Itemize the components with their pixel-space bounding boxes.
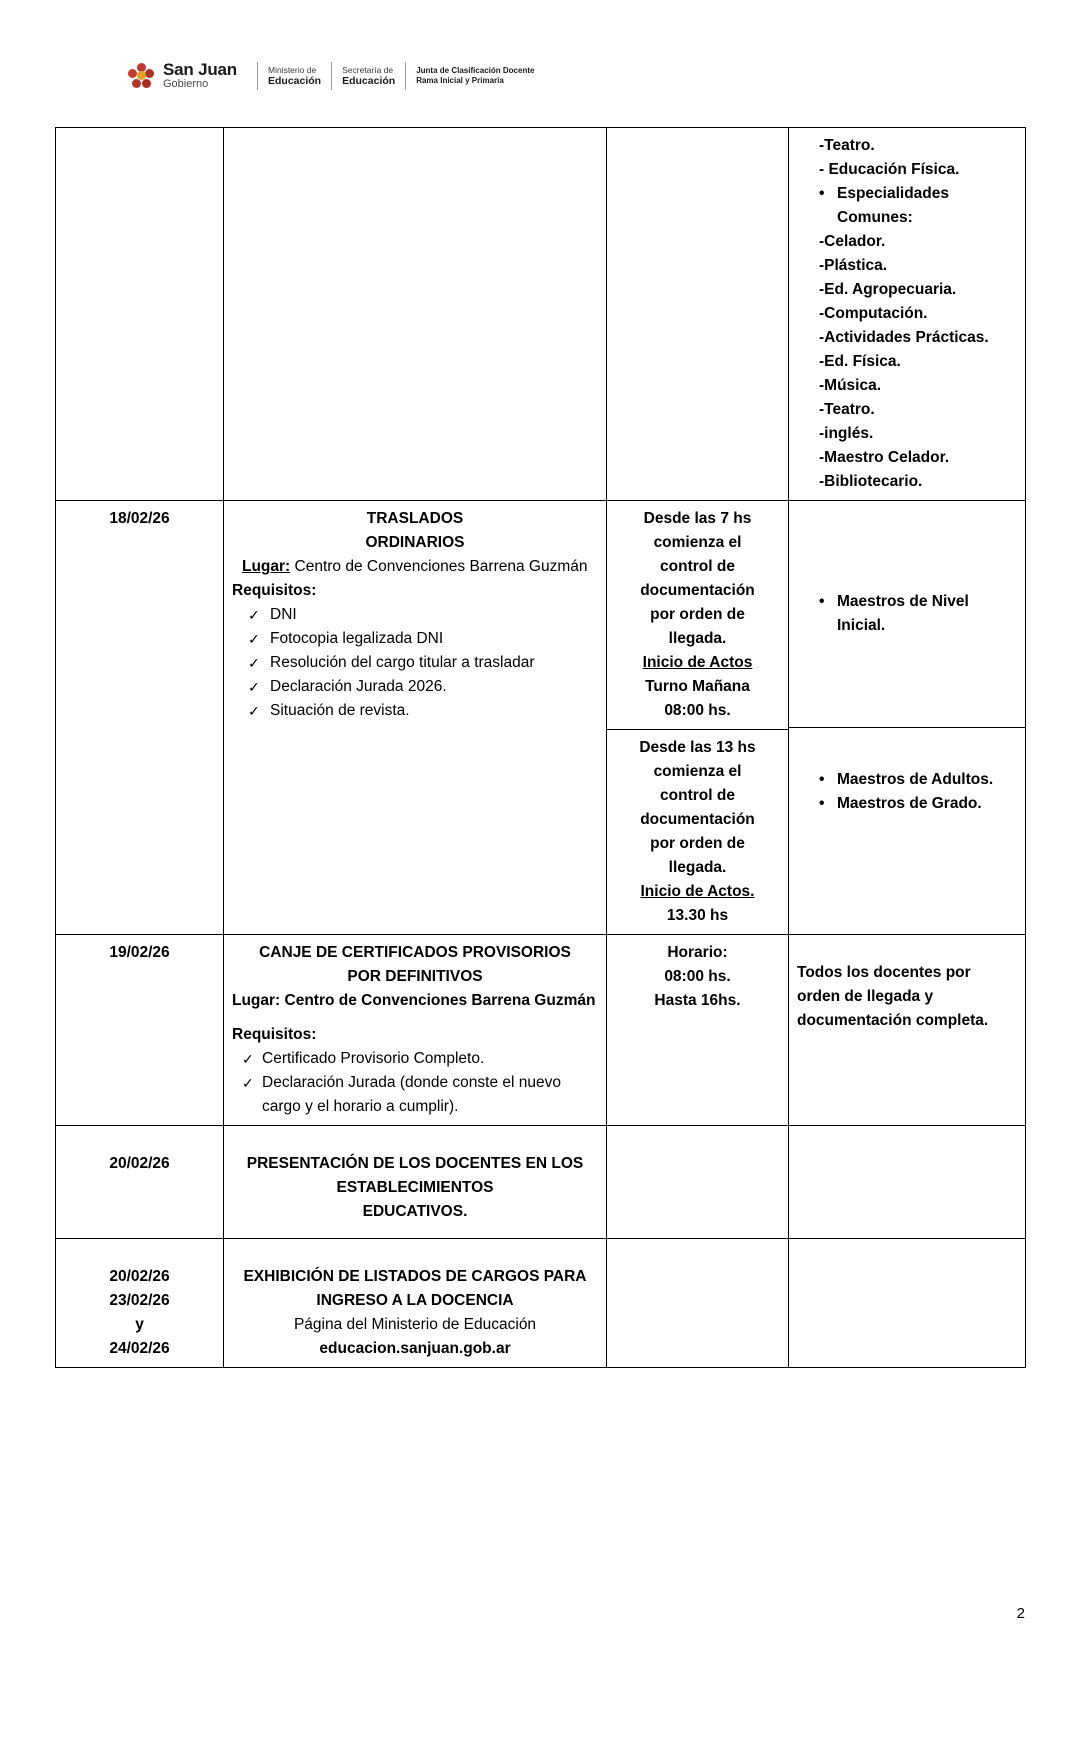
detail-title-2: POR DEFINITIVOS bbox=[347, 968, 483, 985]
time-line: llegada. bbox=[668, 859, 727, 876]
cell-audience-afternoon bbox=[789, 728, 1025, 823]
detail-title-2: ESTABLECIMIENTOS bbox=[336, 1179, 494, 1196]
org-secretaria-educacion bbox=[342, 65, 395, 87]
audience-line: -Bibliotecario. bbox=[819, 473, 923, 490]
audience-line: -Ed. Agropecuaria. bbox=[819, 281, 957, 298]
time-line: control de bbox=[660, 787, 735, 804]
table-row bbox=[56, 128, 1026, 501]
time-highlight: Inicio de Actos bbox=[642, 654, 753, 671]
time-line: por orden de bbox=[650, 835, 745, 852]
detail-title-1: PRESENTACIÓN DE LOS DOCENTES EN LOS bbox=[246, 1155, 584, 1172]
list-item: ✓ Resolución del cargo titular a trasladar bbox=[240, 651, 598, 675]
detail-title-2: ORDINARIOS bbox=[365, 534, 465, 551]
time-line: Turno Mañana bbox=[645, 678, 750, 695]
list-item: • Maestros de Nivel Inicial. bbox=[819, 590, 1017, 638]
cell-detail bbox=[224, 935, 607, 1126]
cell-time-morning bbox=[607, 501, 788, 730]
cell-date: 18/02/26 bbox=[56, 501, 224, 935]
requirements-label: Requisitos: bbox=[232, 1026, 317, 1043]
cell-date: 20/02/26 bbox=[56, 1126, 224, 1239]
audience-subrow-afternoon bbox=[789, 728, 1025, 823]
audience-subtable bbox=[789, 501, 1025, 822]
place-label: Lugar: bbox=[242, 558, 291, 575]
detail-title-3: EDUCATIVOS. bbox=[362, 1203, 468, 1220]
requirements-list bbox=[232, 1047, 598, 1119]
brand-name: San Juan bbox=[163, 60, 237, 79]
time-line: 13.30 hs bbox=[666, 907, 729, 924]
date-line: 20/02/26 bbox=[109, 1268, 170, 1285]
detail-subtitle: Página del Ministerio de Educación bbox=[293, 1316, 537, 1333]
audience-line: -Teatro. bbox=[819, 137, 875, 154]
page-number: 2 bbox=[1016, 1605, 1025, 1622]
place-line: Lugar: Centro de Convenciones Barrena Guzmán bbox=[232, 992, 596, 1009]
audience-line: -Teatro. bbox=[819, 401, 875, 418]
date-line: 23/02/26 bbox=[109, 1292, 170, 1309]
table-row-exhibicion bbox=[56, 1239, 1026, 1368]
document-header bbox=[0, 48, 1079, 104]
time-subtable bbox=[607, 501, 788, 934]
time-line: Desde las 13 hs bbox=[639, 739, 756, 756]
date-line: 24/02/26 bbox=[109, 1340, 170, 1357]
org-ministerio-educacion bbox=[268, 65, 321, 87]
audience-bullets bbox=[797, 768, 1017, 816]
place-value: Centro de Convenciones Barrena Guzmán bbox=[294, 558, 588, 575]
audience-bullets bbox=[797, 182, 1017, 230]
time-line: 08:00 hs. bbox=[664, 968, 731, 985]
cell-time-group bbox=[607, 501, 789, 935]
cell-time bbox=[607, 935, 789, 1126]
audience-line: -Música. bbox=[819, 377, 882, 394]
audience-line: -Celador. bbox=[819, 233, 886, 250]
cell-date bbox=[56, 128, 224, 501]
cell-detail bbox=[224, 128, 607, 501]
audience-line: -Computación. bbox=[819, 305, 928, 322]
audience-line: -Maestro Celador. bbox=[819, 449, 950, 466]
audience-line: -Plástica. bbox=[819, 257, 888, 274]
brand-subname: Gobierno bbox=[163, 78, 209, 90]
time-line: documentación bbox=[640, 811, 755, 828]
time-line: documentación bbox=[640, 582, 755, 599]
requirements-label: Requisitos: bbox=[232, 582, 317, 599]
org1-line1: Ministerio de bbox=[267, 65, 317, 75]
time-line: Desde las 7 hs bbox=[643, 510, 752, 527]
list-item: ✓ Declaración Jurada 2026. bbox=[240, 675, 598, 699]
cell-audience bbox=[789, 1126, 1026, 1239]
audience-line: -inglés. bbox=[819, 425, 874, 442]
org2-line1: Secretaría de bbox=[342, 65, 394, 75]
requirements-list bbox=[232, 603, 598, 723]
org1-line2: Educación bbox=[267, 75, 322, 87]
cell-audience-group bbox=[789, 501, 1026, 935]
list-item: • Maestros de Adultos. bbox=[819, 768, 1017, 792]
table-row-presentacion bbox=[56, 1126, 1026, 1239]
divider bbox=[405, 62, 406, 90]
time-line: comienza el bbox=[653, 763, 742, 780]
time-line: 08:00 hs. bbox=[664, 702, 731, 719]
cell-date: 19/02/26 bbox=[56, 935, 224, 1126]
detail-title-1: TRASLADOS bbox=[366, 510, 464, 527]
audience-line: - Educación Física. bbox=[819, 161, 960, 178]
date-line: y bbox=[135, 1316, 144, 1333]
time-line: Hasta 16hs. bbox=[654, 992, 741, 1009]
detail-title-1: CANJE DE CERTIFICADOS PROVISORIOS bbox=[259, 944, 571, 961]
detail-title-2: INGRESO A LA DOCENCIA bbox=[316, 1292, 514, 1309]
brand-san-juan bbox=[163, 61, 237, 91]
list-item: • Maestros de Grado. bbox=[819, 792, 1017, 816]
cell-audience bbox=[789, 1239, 1026, 1368]
cell-detail bbox=[224, 1126, 607, 1239]
org-junta-clasificacion-docente bbox=[416, 66, 534, 86]
time-line: por orden de bbox=[650, 606, 745, 623]
table-row-canje bbox=[56, 935, 1026, 1126]
list-item: ✓ Situación de revista. bbox=[240, 699, 598, 723]
cell-time-afternoon bbox=[607, 730, 788, 935]
table-row-traslados bbox=[56, 501, 1026, 935]
time-line: comienza el bbox=[653, 534, 742, 551]
cell-audience bbox=[789, 128, 1026, 501]
website-link[interactable]: educacion.sanjuan.gob.ar bbox=[319, 1340, 511, 1357]
cell-audience: Todos los docentes por orden de llegada y documentación completa. bbox=[789, 935, 1026, 1126]
audience-bullets bbox=[797, 590, 1017, 638]
time-line: llegada. bbox=[668, 630, 727, 647]
time-subrow-morning bbox=[607, 501, 788, 730]
san-juan-flower-icon bbox=[128, 63, 154, 89]
list-item: ✓ Certificado Provisorio Completo. bbox=[240, 1047, 598, 1071]
list-item: • Especialidades Comunes: bbox=[819, 182, 1017, 230]
audience-line: -Actividades Prácticas. bbox=[819, 329, 989, 346]
time-highlight: Inicio de Actos. bbox=[640, 883, 755, 900]
cell-detail bbox=[224, 501, 607, 935]
cell-audience-morning bbox=[789, 501, 1025, 728]
audience-subrow-morning bbox=[789, 501, 1025, 728]
time-subrow-afternoon bbox=[607, 730, 788, 935]
org3-line1: Junta de Clasificación Docente bbox=[416, 66, 535, 75]
cell-time bbox=[607, 1239, 789, 1368]
time-line: control de bbox=[660, 558, 735, 575]
list-item: ✓ DNI bbox=[240, 603, 598, 627]
detail-title-1: EXHIBICIÓN DE LISTADOS DE CARGOS PARA bbox=[243, 1268, 587, 1285]
cell-detail bbox=[224, 1239, 607, 1368]
schedule-table bbox=[55, 127, 1026, 1368]
audience-line: -Ed. Física. bbox=[819, 353, 901, 370]
cell-date bbox=[56, 1239, 224, 1368]
org2-line2: Educación bbox=[342, 75, 396, 87]
divider bbox=[331, 62, 332, 90]
time-line: Horario: bbox=[667, 944, 728, 961]
cell-time bbox=[607, 128, 789, 501]
org3-line2: Rama Inicial y Primaria bbox=[416, 76, 504, 85]
list-item: ✓ Declaración Jurada (donde conste el nuevo cargo y el horario a cumplir). bbox=[240, 1071, 598, 1119]
divider bbox=[257, 62, 258, 90]
cell-time bbox=[607, 1126, 789, 1239]
list-item: ✓ Fotocopia legalizada DNI bbox=[240, 627, 598, 651]
place-row bbox=[232, 555, 598, 579]
